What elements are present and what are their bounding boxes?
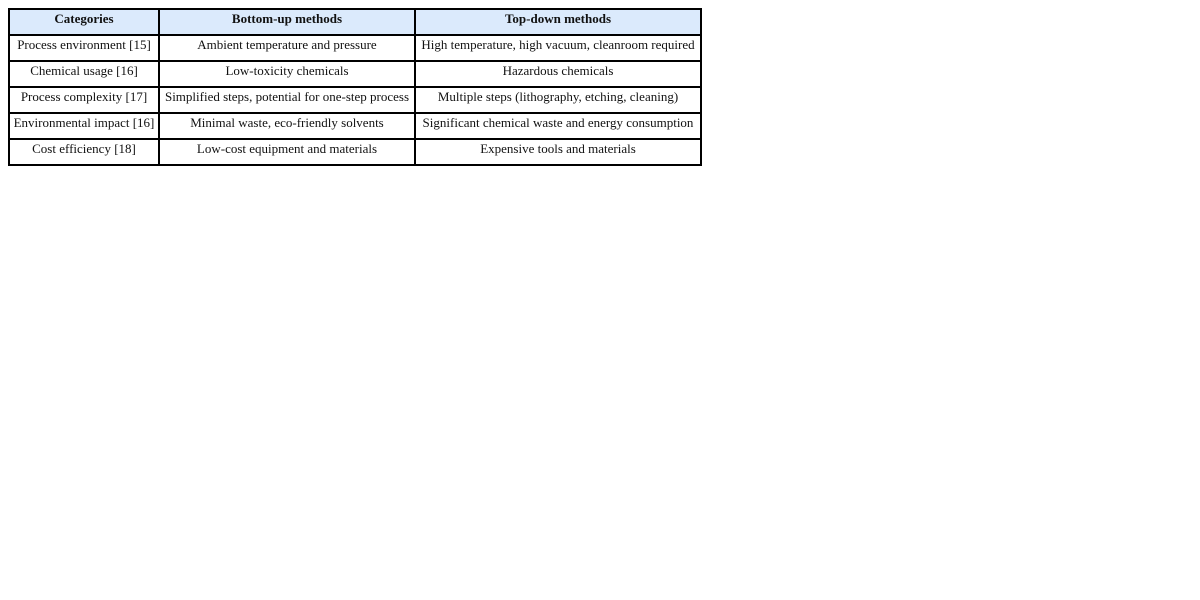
header-bottom-up-methods: Bottom-up methods [159,9,415,35]
top-down-cell: Expensive tools and materials [415,139,701,165]
bottom-up-cell: Low-cost equipment and materials [159,139,415,165]
table-row [9,139,701,165]
comparison-table [8,8,702,166]
top-down-cell: Multiple steps (lithography, etching, cleaning) [415,87,701,113]
table-row [9,61,701,87]
top-down-cell: Hazardous chemicals [415,61,701,87]
table-body [9,35,701,165]
bottom-up-cell: Minimal waste, eco-friendly solvents [159,113,415,139]
table-row [9,35,701,61]
bottom-up-cell: Simplified steps, potential for one-step process [159,87,415,113]
bottom-up-cell: Low-toxicity chemicals [159,61,415,87]
category-cell: Chemical usage [16] [9,61,159,87]
category-cell: Environmental impact [16] [9,113,159,139]
bottom-up-cell: Ambient temperature and pressure [159,35,415,61]
header-row [9,9,701,35]
category-cell: Process environment [15] [9,35,159,61]
top-down-cell: Significant chemical waste and energy consumption [415,113,701,139]
category-cell: Cost efficiency [18] [9,139,159,165]
table-row [9,113,701,139]
table-header [9,9,701,35]
category-cell: Process complexity [17] [9,87,159,113]
top-down-cell: High temperature, high vacuum, cleanroom required [415,35,701,61]
header-categories: Categories [9,9,159,35]
header-top-down-methods: Top-down methods [415,9,701,35]
table-row [9,87,701,113]
